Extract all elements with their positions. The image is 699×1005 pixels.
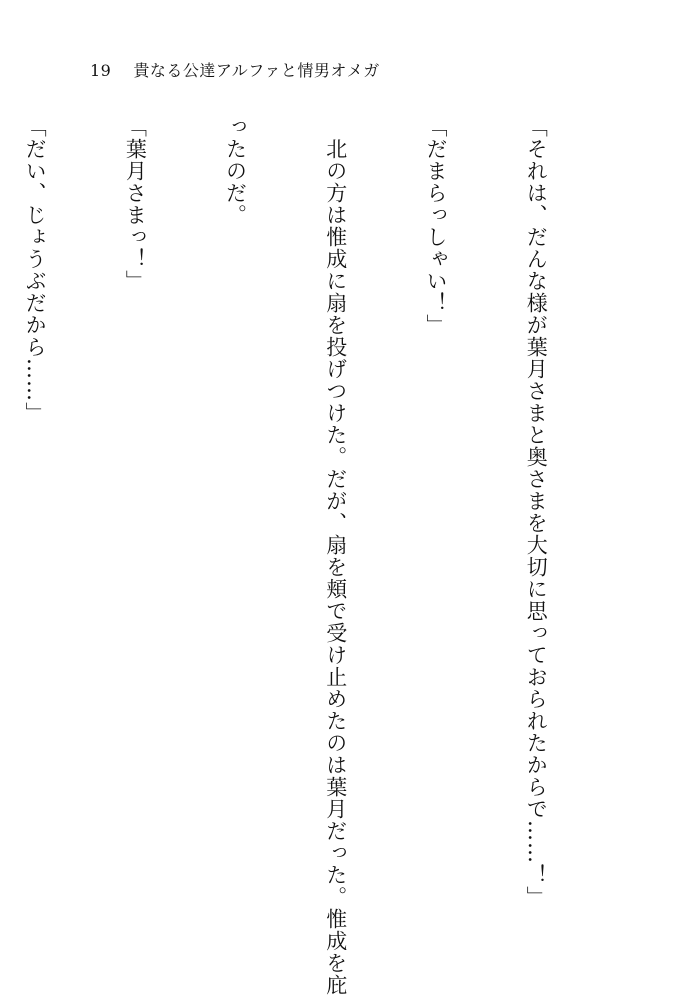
text-line: 「だまらっしゃい！」 [423, 116, 448, 336]
book-title: 貴なる公達アルファと情男オメガ [133, 61, 380, 80]
text-line: 北の方は惟成に扇を投げつけた。だが、扇を頬で受け止めたのは葉月だった。惟成を庇 [323, 116, 348, 996]
text-line: ったのだ。 [223, 116, 248, 226]
text-line: 「葉月さまっ！」 [123, 116, 148, 292]
page-number: 19 [90, 61, 112, 80]
page-header [90, 58, 380, 81]
text-line: 「それは、だんな様が葉月さまと奥さまを大切に思っておられたからで……！」 [524, 116, 549, 908]
vertical-text-block [0, 116, 619, 996]
text-line: 「だい、じょうぶだから……」 [23, 116, 48, 424]
